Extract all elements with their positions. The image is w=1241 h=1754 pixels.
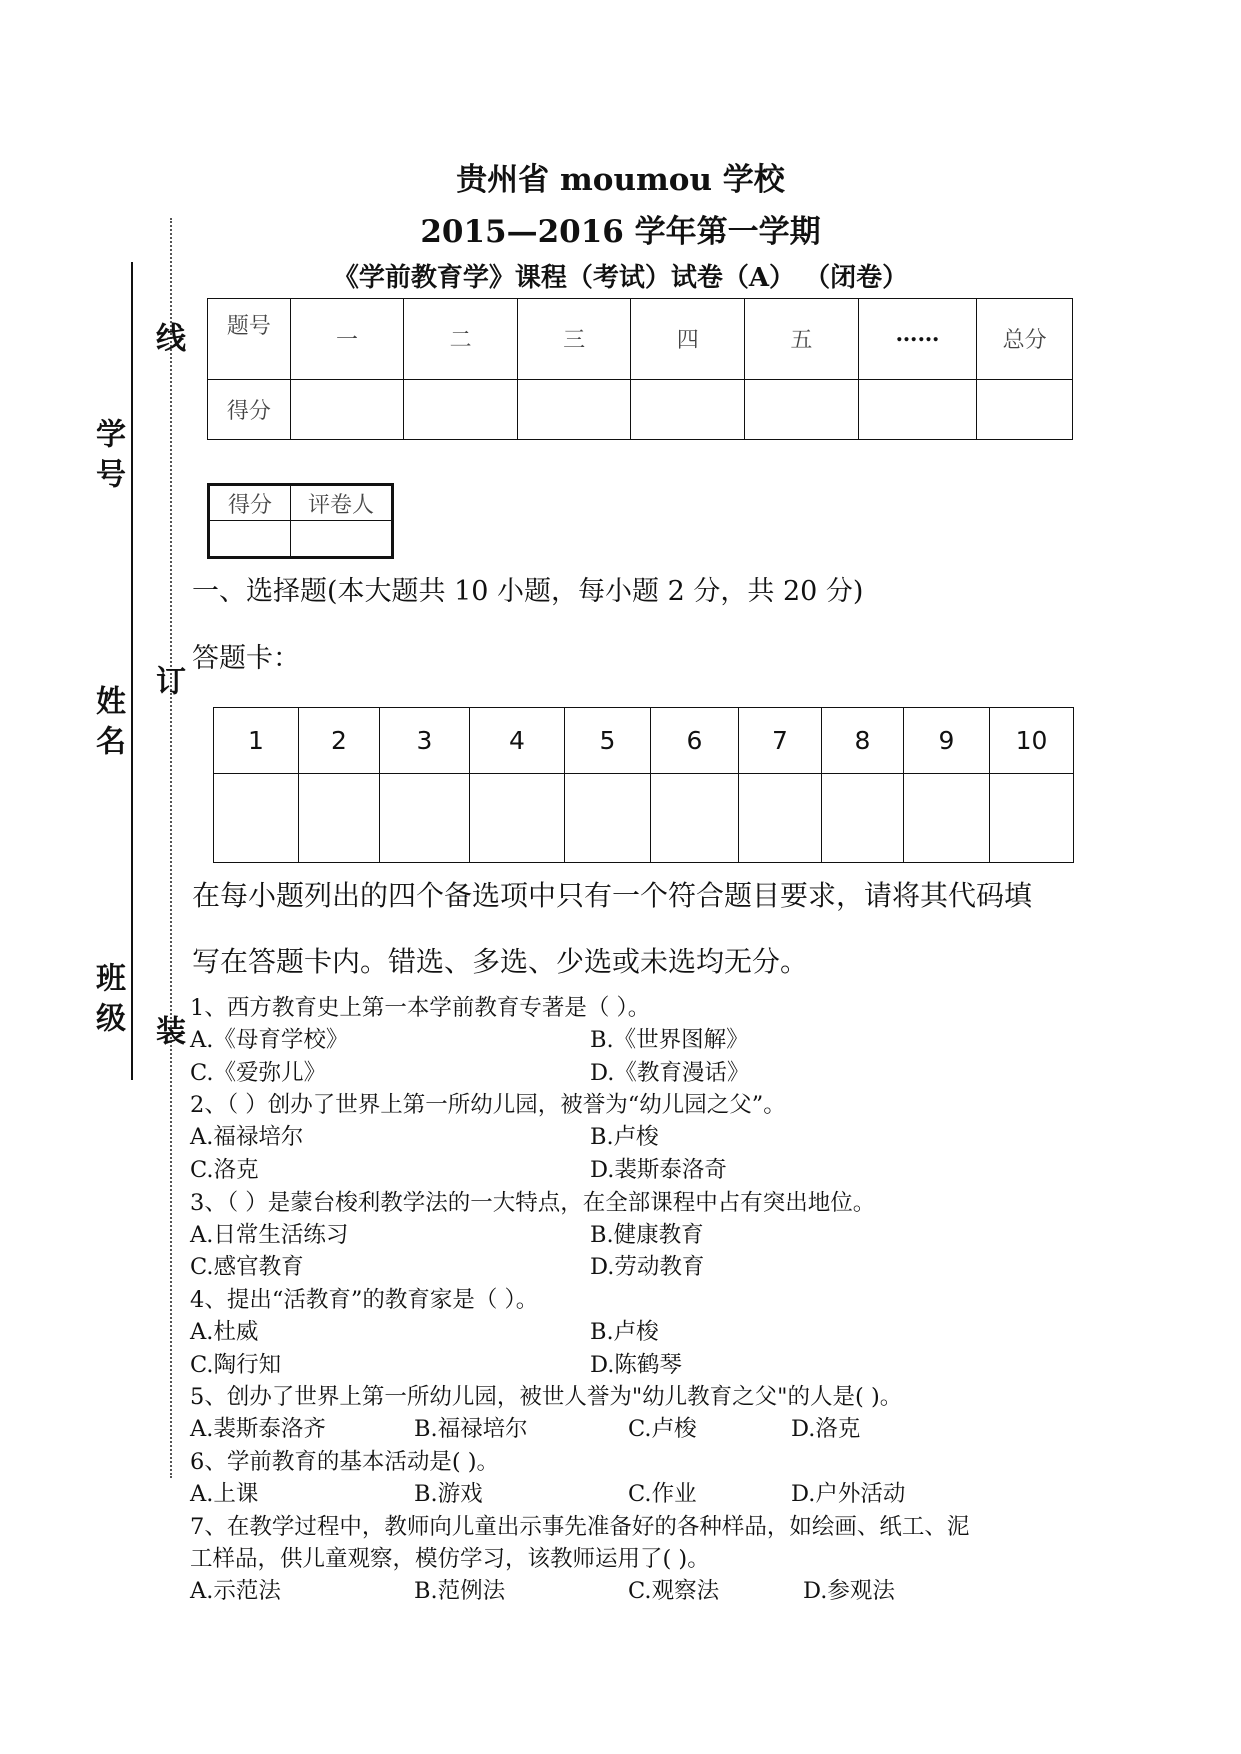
grader-score-label: 得分 bbox=[209, 485, 291, 521]
question-2-option-b: B.卢梭 bbox=[590, 1124, 659, 1150]
question-5-stem: 5、创办了世界上第一所幼儿园，被世人誉为"幼儿教育之父"的人是( )。 bbox=[190, 1384, 903, 1410]
card-answer-cell[interactable] bbox=[651, 774, 739, 863]
card-answer-cell[interactable] bbox=[470, 774, 565, 863]
question-7-option-c: C.观察法 bbox=[628, 1578, 720, 1604]
question-5-option-d: D.洛克 bbox=[791, 1416, 861, 1442]
question-3-option-d: D.劳动教育 bbox=[590, 1254, 705, 1280]
card-answer-cell[interactable] bbox=[990, 774, 1074, 863]
question-5-option-b: B.福禄培尔 bbox=[414, 1416, 528, 1442]
binding-label-zhuang: 装 bbox=[150, 1015, 185, 1055]
question-1-option-b: B.《世界图解》 bbox=[590, 1027, 749, 1053]
question-3-stem: 3、（ ）是蒙台梭利教学法的一大特点，在全部课程中占有突出地位。 bbox=[190, 1190, 876, 1216]
grader-reviewer-cell[interactable] bbox=[291, 521, 393, 558]
card-number: 10 bbox=[990, 708, 1074, 774]
question-6-option-d: D.户外活动 bbox=[791, 1481, 906, 1507]
question-7-option-b: B.范例法 bbox=[414, 1578, 506, 1604]
card-number: 3 bbox=[380, 708, 470, 774]
card-number: 8 bbox=[822, 708, 904, 774]
question-6-stem: 6、学前教育的基本活动是( )。 bbox=[190, 1449, 500, 1475]
score-col-5: 五 bbox=[745, 299, 859, 380]
grader-reviewer-label: 评卷人 bbox=[291, 485, 393, 521]
question-6-option-a: A.上课 bbox=[190, 1481, 259, 1507]
section-title: 一、选择题(本大题共 10 小题，每小题 2 分，共 20 分) bbox=[192, 576, 864, 607]
score-col-4: 四 bbox=[631, 299, 745, 380]
card-answer-cell[interactable] bbox=[904, 774, 990, 863]
card-number: 4 bbox=[470, 708, 565, 774]
binding-label-ding: 订 bbox=[150, 665, 185, 705]
question-4-option-b: B.卢梭 bbox=[590, 1319, 659, 1345]
card-answer-cell[interactable] bbox=[739, 774, 822, 863]
question-6-option-c: C.作业 bbox=[628, 1481, 697, 1507]
score-cell[interactable] bbox=[517, 379, 631, 439]
question-2-option-d: D.裴斯泰洛奇 bbox=[590, 1157, 727, 1183]
score-row-label: 得分 bbox=[208, 379, 291, 439]
score-cell[interactable] bbox=[977, 379, 1073, 439]
question-7-option-a: A.示范法 bbox=[190, 1578, 281, 1604]
score-cell[interactable] bbox=[858, 379, 977, 439]
score-summary-table bbox=[207, 298, 1073, 440]
card-number: 2 bbox=[299, 708, 380, 774]
question-4-option-a: A.杜威 bbox=[190, 1319, 259, 1345]
answer-card-label: 答题卡： bbox=[192, 643, 300, 674]
score-col-ellipsis: …… bbox=[858, 299, 977, 380]
question-4-option-c: C.陶行知 bbox=[190, 1352, 282, 1378]
school-title: 贵州省 moumou 学校 bbox=[456, 162, 785, 198]
score-cell[interactable] bbox=[745, 379, 859, 439]
question-3-option-c: C.感官教育 bbox=[190, 1254, 304, 1280]
card-number: 7 bbox=[739, 708, 822, 774]
question-7-stem-continued: 工样品，供儿童观察，模仿学习，该教师运用了( )。 bbox=[190, 1546, 710, 1572]
score-cell[interactable] bbox=[631, 379, 745, 439]
question-4-option-d: D.陈鹤琴 bbox=[590, 1352, 682, 1378]
instructions-line-2: 写在答题卡内。错选、多选、少选或未选均无分。 bbox=[192, 945, 809, 978]
card-answer-cell[interactable] bbox=[565, 774, 651, 863]
answer-card-table bbox=[213, 707, 1074, 863]
question-4-stem: 4、提出“活教育”的教育家是（ ）。 bbox=[190, 1287, 539, 1313]
grader-score-cell[interactable] bbox=[209, 521, 291, 558]
question-3-option-b: B.健康教育 bbox=[590, 1222, 704, 1248]
score-cell[interactable] bbox=[404, 379, 518, 439]
question-2-stem: 2、（ ）创办了世界上第一所幼儿园，被誉为“幼儿园之父”。 bbox=[190, 1092, 786, 1118]
card-answer-cell[interactable] bbox=[299, 774, 380, 863]
score-col-total: 总分 bbox=[977, 299, 1073, 380]
binding-dotted-line bbox=[170, 218, 172, 1478]
question-1-stem: 1、西方教育史上第一本学前教育专著是（ ）。 bbox=[190, 995, 651, 1021]
field-label-student-id: 学号 bbox=[90, 418, 125, 498]
field-label-class: 班级 bbox=[90, 962, 125, 1042]
question-number-header: 题号 bbox=[208, 299, 291, 380]
card-answer-cell[interactable] bbox=[380, 774, 470, 863]
score-col-3: 三 bbox=[517, 299, 631, 380]
question-1-option-c: C.《爱弥儿》 bbox=[190, 1060, 327, 1086]
question-2-option-c: C.洛克 bbox=[190, 1157, 259, 1183]
score-col-1: 一 bbox=[290, 299, 404, 380]
term-title: 2015—2016 学年第一学期 bbox=[420, 214, 821, 250]
question-5-option-a: A.裴斯泰洛齐 bbox=[190, 1416, 326, 1442]
instructions-line-1: 在每小题列出的四个备选项中只有一个符合题目要求，请将其代码填 bbox=[192, 879, 1033, 912]
card-number: 9 bbox=[904, 708, 990, 774]
card-answer-cell[interactable] bbox=[214, 774, 299, 863]
score-col-2: 二 bbox=[404, 299, 518, 380]
question-7-option-d: D.参观法 bbox=[803, 1578, 895, 1604]
question-5-option-c: C.卢梭 bbox=[628, 1416, 697, 1442]
question-6-option-b: B.游戏 bbox=[414, 1481, 483, 1507]
binding-solid-line bbox=[131, 262, 133, 1080]
course-title: 《学前教育学》课程（考试）试卷（A） （闭卷） bbox=[332, 263, 909, 293]
question-7-stem: 7、在教学过程中，教师向儿童出示事先准备好的各种样品，如绘画、纸工、泥 bbox=[190, 1514, 970, 1540]
card-number: 1 bbox=[214, 708, 299, 774]
question-1-option-d: D.《教育漫话》 bbox=[590, 1060, 750, 1086]
grader-box bbox=[207, 483, 394, 559]
card-number: 5 bbox=[565, 708, 651, 774]
card-number: 6 bbox=[651, 708, 739, 774]
binding-label-xian: 线 bbox=[150, 322, 185, 362]
score-cell[interactable] bbox=[290, 379, 404, 439]
question-1-option-a: A.《母育学校》 bbox=[190, 1027, 349, 1053]
card-answer-cell[interactable] bbox=[822, 774, 904, 863]
question-3-option-a: A.日常生活练习 bbox=[190, 1222, 349, 1248]
field-label-name: 姓名 bbox=[90, 685, 125, 765]
question-2-option-a: A.福禄培尔 bbox=[190, 1124, 304, 1150]
